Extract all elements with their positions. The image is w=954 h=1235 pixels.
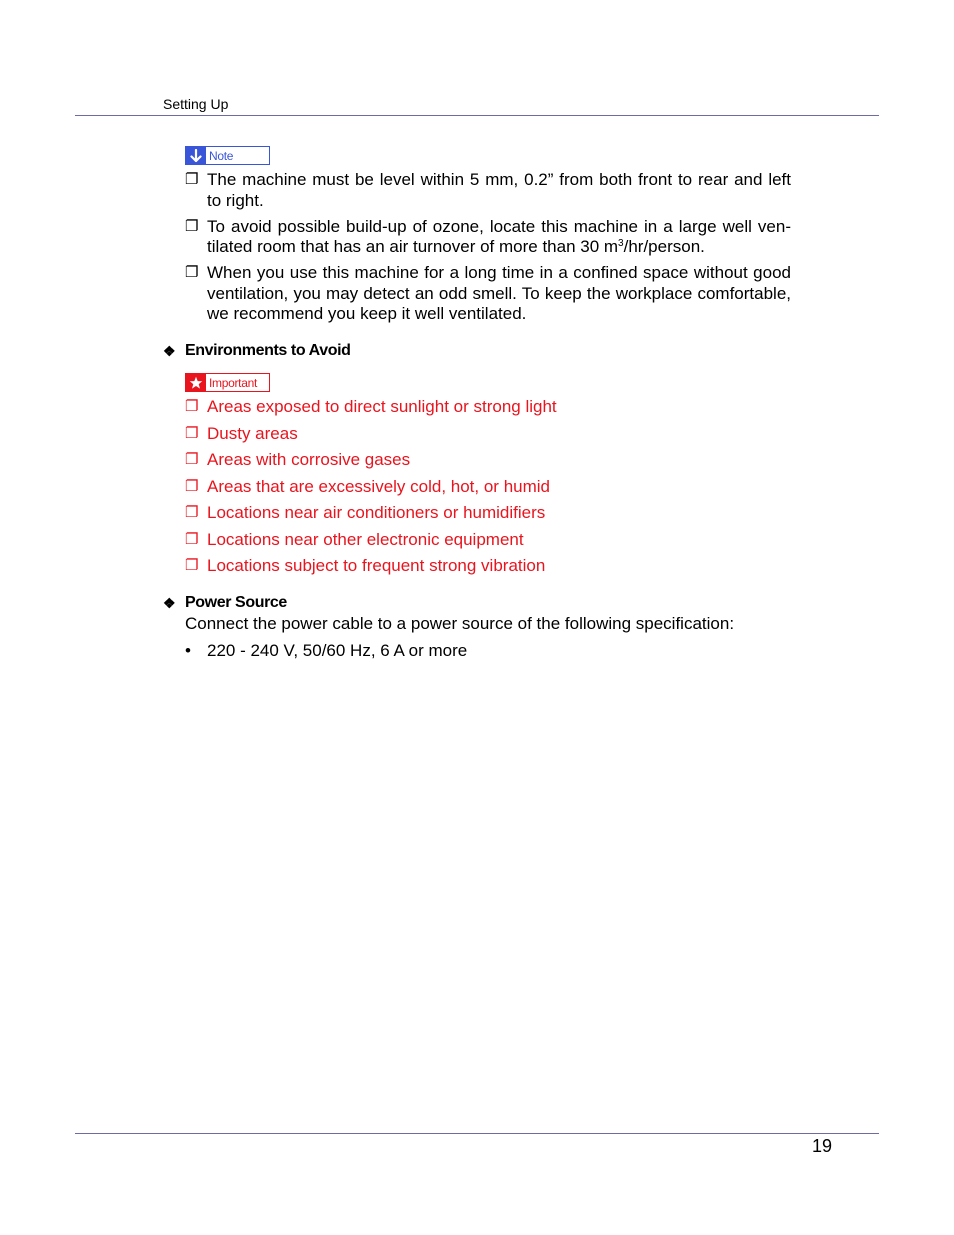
list-item-text: Locations near air conditioners or humidifiers	[207, 503, 546, 522]
list-item-text: Areas that are excessively cold, hot, or humid	[207, 476, 550, 496]
superscript: 3	[618, 238, 624, 249]
environments-heading	[163, 341, 351, 361]
checkbox-icon: ❐	[185, 171, 199, 188]
list-item	[185, 397, 791, 418]
power-source-paragraph: Connect the power cable to a power source of the following specification:	[185, 614, 735, 633]
list-item	[185, 503, 791, 524]
bullet-icon: •	[185, 641, 191, 660]
checkbox-icon: ❐	[185, 398, 199, 415]
note-item	[185, 217, 791, 258]
list-item	[185, 477, 791, 498]
list-item-text: Dusty areas	[207, 423, 298, 443]
note-item	[185, 170, 791, 211]
running-header: Setting Up	[163, 96, 229, 112]
list-item-text: Areas exposed to direct sunlight or strong light	[207, 397, 557, 416]
list-item	[185, 640, 467, 661]
power-spec-list	[185, 640, 467, 661]
checkbox-icon: ❐	[185, 424, 199, 442]
list-item	[185, 530, 791, 551]
note-item-text: To avoid possible build-up of ozone, locate this machine in a large well ven-tilated room that has an air turnover of more than 30 m	[207, 216, 791, 256]
diamond-bullet-icon: ❖	[163, 343, 176, 359]
checkbox-icon: ❐	[185, 264, 199, 281]
list-item-text: Locations subject to frequent strong vibration	[207, 556, 546, 575]
checkbox-icon: ❐	[185, 557, 199, 574]
note-label	[185, 146, 270, 165]
note-label-text: Note	[209, 148, 234, 163]
note-list	[185, 170, 791, 330]
checkbox-icon: ❐	[185, 451, 199, 468]
list-item	[185, 556, 791, 577]
note-item-text-end: /hr/person.	[623, 237, 705, 256]
list-item	[185, 450, 791, 471]
star-icon	[186, 374, 206, 391]
power-source-heading-text: Power Source	[185, 594, 287, 611]
list-item-text: 220 - 240 V, 50/60 Hz, 6 A or more	[207, 641, 468, 660]
arrow-down-icon	[186, 147, 206, 164]
checkbox-icon: ❐	[185, 504, 199, 521]
diamond-bullet-icon: ❖	[163, 595, 176, 611]
footer-rule	[75, 1133, 879, 1134]
list-item	[185, 424, 791, 445]
note-item	[185, 263, 791, 325]
environments-heading-text: Environments to Avoid	[185, 342, 351, 359]
important-label	[185, 373, 270, 392]
list-item-text: Locations near other electronic equipment	[207, 529, 524, 549]
power-source-heading	[163, 593, 287, 613]
note-item-text: When you use this machine for a long time in a confined space without good ventilation, you may detect an odd smell. To keep the workplace comfortable, we recommend you keep it well ventilated.	[207, 263, 791, 323]
note-item-text: The machine must be level within 5 mm, 0.2” from both front to rear and left to right.	[207, 170, 791, 210]
page-number: 19	[812, 1136, 833, 1156]
checkbox-icon: ❐	[185, 530, 199, 548]
header-rule	[75, 115, 879, 116]
checkbox-icon: ❐	[185, 217, 199, 235]
environments-list	[185, 397, 791, 583]
list-item-text: Areas with corrosive gases	[207, 450, 411, 469]
checkbox-icon: ❐	[185, 477, 199, 495]
important-label-text: Important	[209, 375, 257, 390]
